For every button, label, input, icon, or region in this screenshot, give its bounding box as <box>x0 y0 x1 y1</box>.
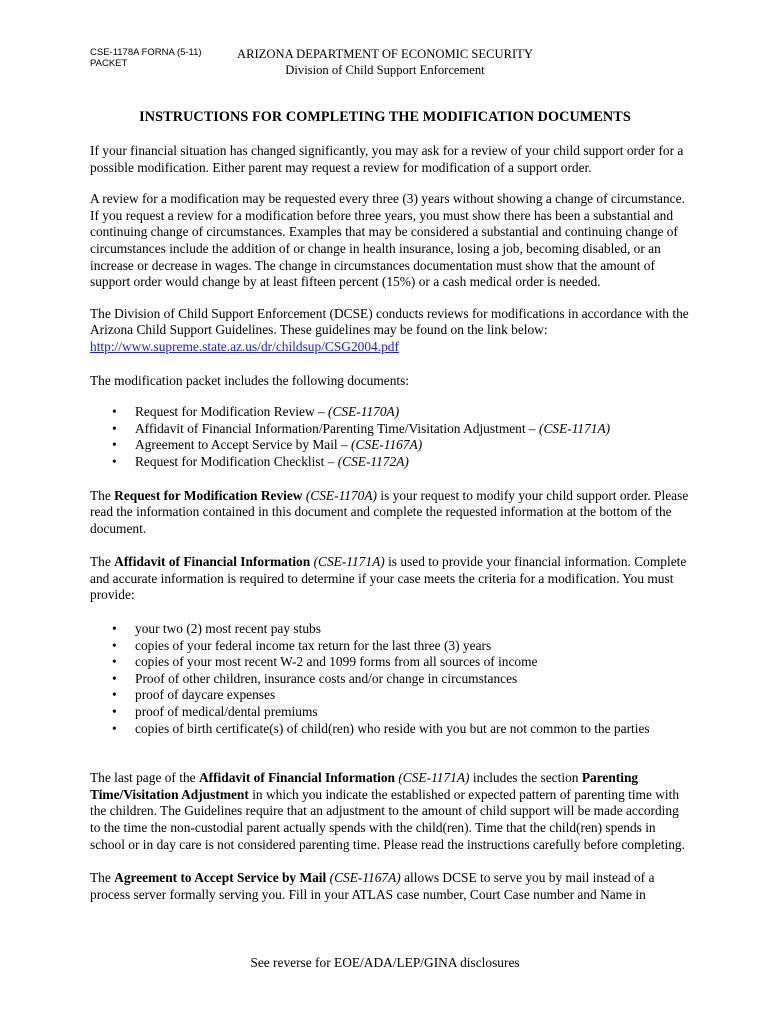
affidavit-form-title: Affidavit of Financial Information <box>114 554 311 570</box>
list-item: • proof of daycare expenses <box>112 687 276 703</box>
document-code: (CSE-1171A) <box>538 420 611 436</box>
agreement-form-code: (CSE-1167A) <box>329 870 401 886</box>
guidelines-text: The Division of Child Support Enforcement (DCSE) conducts reviews for modifications in accordance with the Arizona Child Support Guidelines. These guidelines may be found on the link below: <box>90 305 689 338</box>
list-item: • copies of your federal income tax return for the last three (3) years <box>112 637 492 653</box>
document-name: Affidavit of Financial Information/Parenting Time/Visitation Adjustment – <box>135 420 539 436</box>
list-item <box>90 404 690 421</box>
division-name: Division of Child Support Enforcement <box>285 63 485 77</box>
list-item: • copies of birth certificate(s) of child(ren) who reside with you but are not common to the parties <box>112 720 650 736</box>
request-form-title: Request for Modification Review <box>114 487 303 503</box>
document-name: Request for Modification Checklist – <box>135 453 338 469</box>
bullet-icon: • <box>112 720 117 736</box>
document-name: Request for Modification Review – <box>135 404 329 420</box>
list-item <box>90 421 690 438</box>
affidavit-paragraph: The Affidavit of Financial Information (CSE-1171A) is used to provide your financial information. Complete and accurate information is required to determine if your case meets the criteria for a modification. You must provide: <box>90 554 687 603</box>
list-item: • proof of medical/dental premiums <box>112 704 318 720</box>
document-code: (CSE-1172A) <box>337 453 409 469</box>
bullet-icon: • <box>112 704 117 720</box>
document-code: (CSE-1170A) <box>328 404 400 420</box>
provide-list <box>90 621 690 737</box>
affidavit-form-code: (CSE-1171A) <box>398 770 470 786</box>
agreement-paragraph: The Agreement to Accept Service by Mail (CSE-1167A) allows DCSE to serve you by mail instead of a process server formally serving you. Fill in your ATLAS case number, Court Case number and Name in <box>90 870 655 902</box>
intro-paragraph: If your financial situation has changed significantly, you may ask for a review of your child support order for a possible modification. Either parent may request a review for modification of a support order. <box>90 143 684 175</box>
documents-list <box>90 404 690 470</box>
agency-name: ARIZONA DEPARTMENT OF ECONOMIC SECURITY <box>237 47 533 61</box>
list-item <box>90 454 690 471</box>
document-code: (CSE-1167A) <box>351 437 423 453</box>
parenting-time-section-title: Parenting Time/Visitation Adjustment <box>90 770 639 802</box>
packet-intro-paragraph: The modification packet includes the following documents: <box>90 372 410 388</box>
bullet-icon: • <box>112 654 117 670</box>
bullet-icon: • <box>112 670 117 686</box>
bullet-icon: • <box>112 621 117 637</box>
bullet-icon: • <box>112 420 117 436</box>
review-frequency-paragraph: A review for a modification may be requested every three (3) years without showing a change of circumstance. If you request a review for a modification before three years, you must show there has been a substantial and continuing change of circumstances. Examples that may be considered a substantial and continuing change of circumstances include the addition of or change in health insurance, losing a job, becoming disabled, or an increase or decrease in wages. The change in circumstances documentation must show that the amount of support order would change by at least fifteen percent (15%) or a cash medical order is needed. <box>90 191 685 290</box>
bullet-icon: • <box>112 453 117 469</box>
footer-disclosure: See reverse for EOE/ADA/LEP/GINA disclosures <box>250 955 520 970</box>
bullet-icon: • <box>112 687 117 703</box>
agreement-form-title: Agreement to Accept Service by Mail <box>114 870 327 886</box>
form-code: CSE-1178A FORNA (5-11) <box>90 47 202 58</box>
bullet-icon: • <box>112 437 117 453</box>
form-code-block <box>90 47 202 69</box>
last-page-paragraph: The last page of the Affidavit of Financial Information (CSE-1171A) includes the section Parenting Time/Visitation Adjustment in which you indicate the established or expected pattern of parenting time with the children. The Guidelines require that an adjustment to the amount of child support will be made according to the time the non-custodial parent actually spends with the child(ren). Time that the child(ren) spends in school or in day care is not considered parenting time. Please read the instructions carefully before completing. <box>90 770 685 852</box>
document-body <box>90 143 690 918</box>
list-item: • copies of your most recent W-2 and 1099 forms from all sources of income <box>112 654 538 670</box>
agency-header <box>200 46 570 78</box>
guidelines-paragraph <box>90 306 690 356</box>
list-item <box>90 437 690 454</box>
document-name: Agreement to Accept Service by Mail – <box>135 437 352 453</box>
packet-label: PACKET <box>90 58 128 69</box>
bullet-icon: • <box>112 404 117 420</box>
list-item: • Proof of other children, insurance costs and/or change in circumstances <box>112 670 518 686</box>
list-item: • your two (2) most recent pay stubs <box>112 621 321 637</box>
request-paragraph: The Request for Modification Review (CSE-1170A) is your request to modify your child support order. Please read the information contained in this document and complete the requested information at the bottom of the document. <box>90 487 689 536</box>
guidelines-link[interactable]: http://www.supreme.state.az.us/dr/childsup/CSG2004.pdf <box>90 338 399 354</box>
page-title: INSTRUCTIONS FOR COMPLETING THE MODIFICATION DOCUMENTS <box>139 109 631 125</box>
affidavit-form-title: Affidavit of Financial Information <box>198 770 395 786</box>
request-form-code: (CSE-1170A) <box>305 487 377 503</box>
affidavit-form-code: (CSE-1171A) <box>313 554 385 570</box>
bullet-icon: • <box>112 637 117 653</box>
